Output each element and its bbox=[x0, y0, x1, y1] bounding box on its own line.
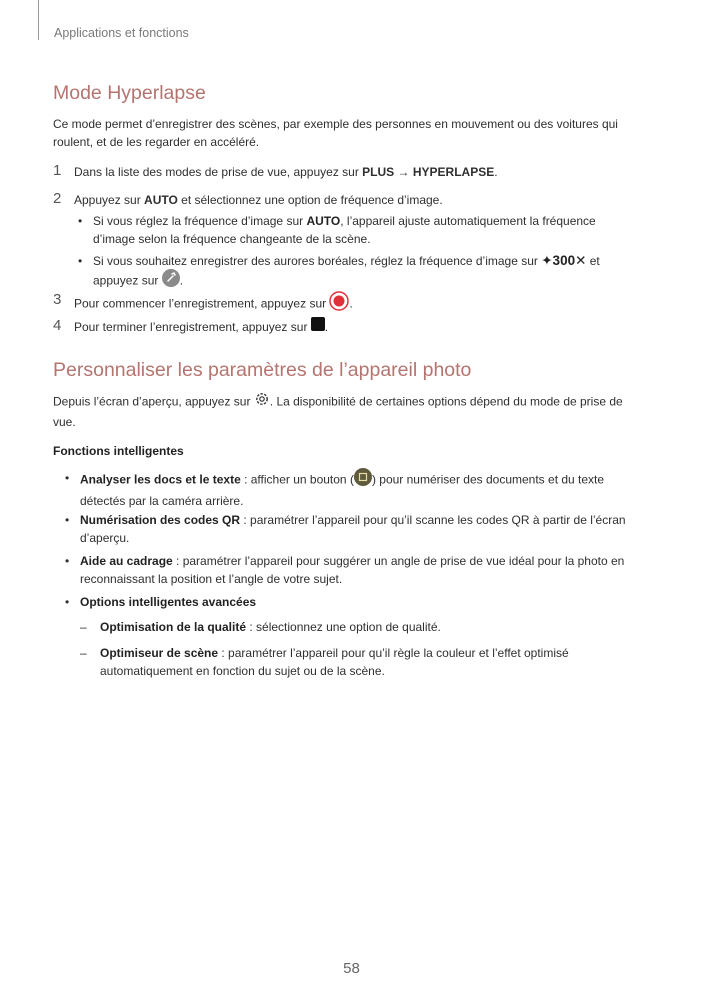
step-text: Pour terminer l’enregistrement, appuyez sur . bbox=[74, 318, 644, 337]
bullet: • bbox=[65, 513, 70, 527]
hyperlapse-intro: Ce mode permet d’enregistrer des scènes, par exemple des personnes en mouvement ou des voitures qui roulent, et de les regarder en accéléré. bbox=[53, 117, 618, 149]
bullet: • bbox=[65, 554, 70, 568]
night-mode-icon bbox=[162, 269, 180, 292]
frame-rate-300x-badge: ✦300✕ bbox=[541, 253, 587, 268]
subheading-smart-features: Fonctions intelligentes bbox=[53, 444, 184, 458]
chapter-header: Applications et fonctions bbox=[54, 26, 189, 40]
step-number: 2 bbox=[53, 190, 62, 207]
section-title-hyperlapse: Mode Hyperlapse bbox=[53, 82, 206, 104]
bullet: • bbox=[65, 595, 70, 609]
dash: – bbox=[80, 620, 87, 634]
header-rule bbox=[38, 0, 39, 40]
step-text: Pour commencer l’enregistrement, appuyez sur . bbox=[74, 292, 644, 317]
bullet: • bbox=[78, 254, 83, 268]
step-text: Dans la liste des modes de prise de vue, appuyez sur PLUS → HYPERLAPSE. bbox=[74, 165, 498, 179]
record-button-icon bbox=[329, 291, 349, 316]
bullet: • bbox=[78, 214, 83, 228]
page-number: 58 bbox=[343, 960, 360, 977]
section-title-camera-settings: Personnaliser les paramètres de l’appareil photo bbox=[53, 359, 472, 381]
step-number: 1 bbox=[53, 162, 62, 179]
step-number: 4 bbox=[53, 317, 62, 334]
settings-intro: Depuis l’écran d’aperçu, appuyez sur . La disponibilité de certaines options dépend du mode de prise de vue. bbox=[53, 392, 653, 431]
dash: – bbox=[80, 646, 87, 660]
bullet: • bbox=[65, 471, 70, 485]
step-number: 3 bbox=[53, 291, 62, 308]
settings-gear-icon bbox=[254, 391, 270, 412]
stop-button-icon bbox=[311, 317, 325, 336]
scan-document-icon bbox=[354, 468, 372, 491]
step-text: Appuyez sur AUTO et sélectionnez une option de fréquence d’image. bbox=[74, 193, 443, 207]
